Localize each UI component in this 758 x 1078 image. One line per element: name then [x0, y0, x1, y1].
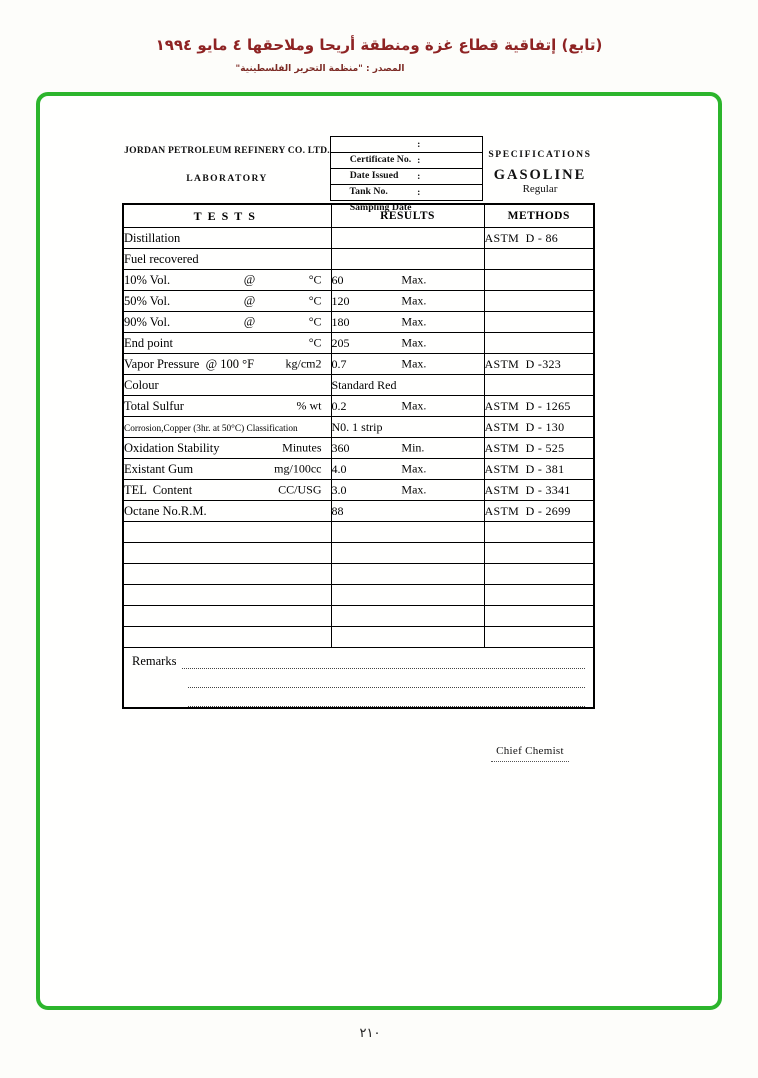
remarks-label: Remarks [132, 654, 177, 668]
test-unit: °C [308, 293, 322, 308]
result-value: Standard Red [331, 377, 397, 392]
test-row [123, 417, 594, 438]
test-cell [123, 417, 331, 438]
empty-row [123, 606, 594, 627]
test-cell [123, 396, 331, 417]
method-cell [484, 312, 594, 333]
result-cell [331, 249, 484, 270]
method-cell: ASTM D - 381 [484, 459, 594, 480]
test-name: Oxidation Stability [124, 440, 220, 455]
test-name: Colour [124, 377, 159, 392]
result-limit: Max. [401, 398, 427, 413]
product-name: GASOLINE [493, 167, 587, 183]
test-name: TEL Content [124, 482, 193, 497]
test-name: Existant Gum [124, 461, 194, 476]
date-issued-field [331, 153, 482, 181]
remarks-dotted-line [188, 669, 585, 688]
test-cell [123, 627, 331, 648]
test-cell [123, 270, 331, 291]
test-cell [123, 459, 331, 480]
specifications-label: SPECIFICATIONS [488, 149, 592, 160]
test-row [123, 228, 594, 249]
result-limit: Max. [401, 293, 427, 308]
result-value: 180 [331, 314, 350, 329]
sampling-date-field [331, 185, 482, 213]
result-cell [331, 228, 484, 249]
certificate-no-field [331, 137, 482, 165]
result-limit: Max. [401, 335, 427, 350]
chief-chemist-label: Chief Chemist [496, 745, 564, 757]
test-row [123, 249, 594, 270]
result-cell [331, 459, 484, 480]
test-name: Distillation [124, 230, 181, 245]
document-arabic-source: المصدر : "منظمة التحرير الفلسطينية" [235, 64, 405, 74]
test-cell [123, 438, 331, 459]
test-row [123, 291, 594, 312]
result-value: 88 [331, 503, 344, 518]
page-number: ٢١٠ [359, 1026, 381, 1041]
method-cell [484, 249, 594, 270]
certificate-no-label: Certificate No. [349, 154, 414, 165]
remarks-section [123, 648, 594, 709]
test-row [123, 501, 594, 522]
test-name: 10% Vol. [124, 272, 171, 287]
method-cell [484, 270, 594, 291]
method-cell [484, 627, 594, 648]
test-row [123, 375, 594, 396]
test-name: Vapor Pressure @ 100 °F [124, 356, 255, 371]
tests-column-header: TESTS [123, 204, 331, 228]
result-value: 0.2 [331, 398, 347, 413]
method-cell [484, 543, 594, 564]
product-grade: Regular [522, 183, 558, 195]
test-cell [123, 333, 331, 354]
test-unit: °C [308, 314, 322, 329]
result-cell [331, 627, 484, 648]
remarks-dotted-line [188, 688, 585, 707]
result-cell [331, 606, 484, 627]
specifications-header [470, 149, 610, 195]
company-header [124, 145, 330, 184]
test-name: Fuel recovered [124, 251, 199, 266]
remarks-row [123, 648, 594, 709]
test-row [123, 480, 594, 501]
field-colon: : [417, 155, 421, 166]
test-unit: mg/100cc [274, 461, 322, 476]
result-cell [331, 375, 484, 396]
empty-row [123, 627, 594, 648]
test-cell [123, 291, 331, 312]
test-row [123, 438, 594, 459]
method-cell: ASTM D - 1265 [484, 396, 594, 417]
method-cell [484, 333, 594, 354]
test-unit: Minutes [282, 440, 322, 455]
result-cell [331, 312, 484, 333]
result-value: 60 [331, 272, 344, 287]
test-row [123, 459, 594, 480]
tests-table-body [123, 228, 594, 648]
test-name: Octane No.R.M. [124, 503, 207, 518]
result-limit: Max. [401, 482, 427, 497]
test-at-symbol: @ [243, 272, 256, 287]
result-cell [331, 396, 484, 417]
sampling-date-label: Sampling Date [349, 202, 414, 213]
result-value: 120 [331, 293, 350, 308]
result-limit: Max. [401, 272, 427, 287]
result-value: 3.0 [331, 482, 347, 497]
empty-row [123, 522, 594, 543]
test-row [123, 396, 594, 417]
method-cell: ASTM D - 2699 [484, 501, 594, 522]
field-colon: : [417, 171, 421, 182]
test-name: Total Sulfur [124, 398, 184, 413]
test-row [123, 270, 594, 291]
result-value: 360 [331, 440, 350, 455]
header-row [123, 204, 594, 228]
test-at-symbol: @ [243, 314, 256, 329]
empty-row [123, 543, 594, 564]
result-cell [331, 438, 484, 459]
result-value: 4.0 [331, 461, 347, 476]
method-cell [484, 606, 594, 627]
test-cell [123, 375, 331, 396]
company-name: JORDAN PETROLEUM REFINERY CO. LTD. [124, 145, 330, 156]
method-cell [484, 564, 594, 585]
laboratory-label: LABORATORY [186, 173, 268, 184]
result-cell [331, 333, 484, 354]
result-cell [331, 522, 484, 543]
signature-dotted-line [491, 760, 569, 762]
result-value: 0.7 [331, 356, 347, 371]
method-cell: ASTM D - 86 [484, 228, 594, 249]
remarks-cell [123, 648, 594, 709]
test-cell [123, 354, 331, 375]
test-cell [123, 585, 331, 606]
empty-row [123, 564, 594, 585]
result-cell [331, 564, 484, 585]
method-cell [484, 585, 594, 606]
results-column-header: RESULTS [331, 204, 484, 228]
empty-row [123, 585, 594, 606]
result-cell [331, 417, 484, 438]
test-unit: °C [308, 272, 322, 287]
result-limit: Max. [401, 314, 427, 329]
test-row [123, 333, 594, 354]
result-value: 205 [331, 335, 350, 350]
form-border-frame [36, 92, 722, 1010]
result-cell [331, 501, 484, 522]
certificate-info-box [330, 136, 483, 213]
test-name: 90% Vol. [124, 314, 171, 329]
test-at-symbol: @ [243, 293, 256, 308]
tank-no-label: Tank No. [349, 186, 388, 197]
method-cell: ASTM D - 130 [484, 417, 594, 438]
test-unit: CC/USG [278, 482, 322, 497]
result-limit: Max. [401, 356, 427, 371]
test-cell [123, 606, 331, 627]
methods-column-header: METHODS [484, 204, 594, 228]
test-unit: kg/cm2 [285, 356, 322, 371]
test-cell [123, 522, 331, 543]
test-name: End point [124, 335, 173, 350]
result-limit: Min. [401, 440, 425, 455]
test-cell [123, 312, 331, 333]
method-cell: ASTM D - 3341 [484, 480, 594, 501]
result-cell [331, 270, 484, 291]
test-cell [123, 543, 331, 564]
test-cell [123, 501, 331, 522]
tests-table-header [123, 204, 594, 228]
remarks-dotted-line [182, 655, 585, 669]
method-cell [484, 375, 594, 396]
result-cell [331, 291, 484, 312]
method-cell: ASTM D - 525 [484, 438, 594, 459]
test-name: 50% Vol. [124, 293, 171, 308]
test-cell [123, 249, 331, 270]
signature-block [460, 745, 600, 762]
test-cell [123, 228, 331, 249]
test-unit: % wt [296, 398, 322, 413]
result-cell [331, 585, 484, 606]
test-row [123, 312, 594, 333]
field-colon: : [417, 139, 421, 150]
test-cell [123, 480, 331, 501]
tank-no-field [331, 169, 482, 197]
test-row [123, 354, 594, 375]
result-cell [331, 480, 484, 501]
method-cell [484, 291, 594, 312]
result-cell [331, 354, 484, 375]
field-colon: : [417, 187, 421, 198]
result-value: N0. 1 strip [331, 419, 383, 434]
tests-table [122, 203, 595, 709]
result-limit: Max. [401, 461, 427, 476]
date-issued-label: Date Issued [349, 170, 399, 181]
result-cell [331, 543, 484, 564]
method-cell [484, 522, 594, 543]
document-arabic-title: (تابع) إتفاقية قطاع غزة ومنطقة أريحا وملاحقها ٤ مايو ١٩٩٤ [155, 36, 603, 54]
test-unit: °C [308, 335, 322, 350]
test-cell [123, 564, 331, 585]
method-cell: ASTM D -323 [484, 354, 594, 375]
test-name: Corrosion,Copper (3hr. at 50°C) Classification [124, 423, 298, 434]
